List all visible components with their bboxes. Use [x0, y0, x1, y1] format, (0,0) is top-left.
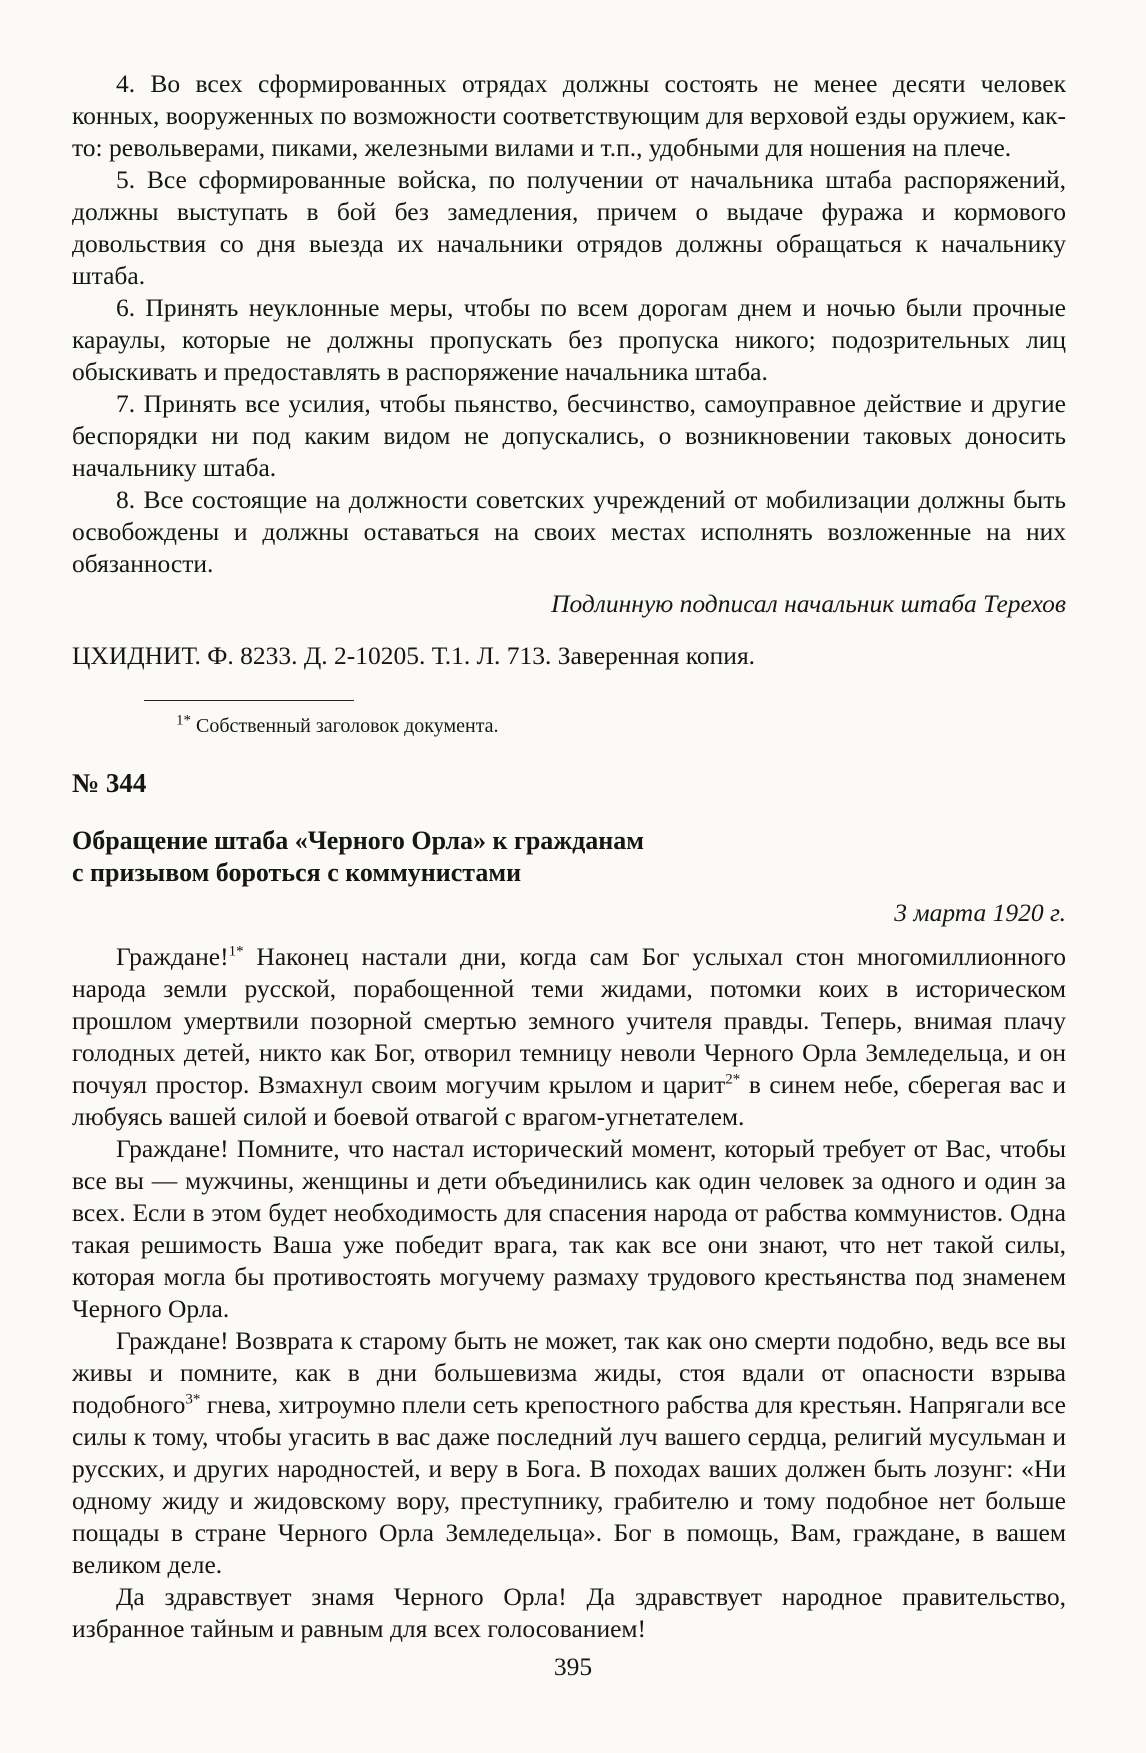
- order-item-7: 7. Принять все усилия, чтобы пьянство, бесчинство, самоуправное действие и другие беспорядки ни под каким видом не допускались, о возникновении таковых доносить начальнику штаба.: [72, 389, 1066, 482]
- footnote-divider: [144, 700, 354, 701]
- text-span: Наконец настали дни, когда сам Бог услыхал стон многомиллионного народа земли русской, порабощенной теми жидами, потомки коих в историческом прошлом умертвили позорной смертью земного учителя правды. Теперь, внимая плачу голодных детей, никто как Бог, отворил темницу неволи Черного Орла Земледельца, и он почуял простор. Взмахнул своим могучим крылом и царит: [72, 942, 1066, 1099]
- appeal-paragraph-2: Граждане! Помните, что настал исторический момент, который требует от Вас, чтобы все вы — мужчины, женщины и дети объединились как один человек за одного и один за всех. Если в этом будет необходимость для спасения народа от рабства коммунистов. Одна такая решимость Ваша уже победит врага, так как все они знают, что нет такой силы, которая могла бы противостоять могучему размаху трудового крестьянства под знаменем Черного Орла.: [72, 1134, 1066, 1323]
- text-span: Граждане! Возврата к старому быть не может, так как оно смерти подобно, ведь все вы живы и помните, как в дни большевизма жиды, стоя вдали от опасности взрыва подобного: [72, 1326, 1066, 1419]
- footnote-ref-1: 1*: [228, 943, 244, 960]
- footnote: [176, 713, 1066, 739]
- document-date: 3 марта 1920 г.: [894, 898, 1066, 927]
- text-span: гнева, хитроумно плели сеть крепостного рабства для крестьян. Напрягали все силы к тому, чтобы угасить в вас даже последний луч вашего сердца, религий мусульман и русских, и других народностей, и веру в Бога. В походах ваших должен быть лозунг: «Ни одному жиду и жидовскому вору, преступнику, грабителю и тому подобное нет больше пощады в стране Черного Орла Земледельца». Бог в помощь, Вам, граждане, в вашем великом деле.: [72, 1390, 1066, 1579]
- text-span: Граждане!: [116, 942, 229, 971]
- order-item-6: 6. Принять неуклонные меры, чтобы по всем дорогам днем и ночью были прочные караулы, которые не должны пропускать без пропуска никого; подозрительных лиц обыскивать и предоставлять в распоряжение начальника штаба.: [72, 293, 1066, 386]
- footnote-ref-3: 3*: [185, 1391, 201, 1408]
- footnote-ref-2: 2*: [725, 1071, 741, 1088]
- order-item-4: 4. Во всех сформированных отрядах должны состоять не менее десяти человек конных, вооруженных по возможности соответствующим для верховой езды оружием, как-то: револьверами, пиками, железными вилами и т.п., удобными для ношения на плече.: [72, 69, 1067, 162]
- document-title-line-1: Обращение штаба «Черного Орла» к гражданам: [72, 826, 644, 855]
- appeal-paragraph-3: [72, 1325, 1066, 1581]
- appeal-paragraph-4: Да здравствует знамя Черного Орла! Да здравствует народное правительство, избранное тайным и равным для всех голосованием!: [72, 1582, 1066, 1643]
- page-content: [72, 68, 1066, 1645]
- appeal-paragraph-1: [72, 941, 1066, 1133]
- document-number: № 344: [72, 768, 147, 798]
- footnote-marker: 1*: [176, 712, 191, 729]
- page-number: 395: [553, 1652, 593, 1681]
- text-span: в синем небе, сберегая вас и любуясь вашей силой и боевой отвагой с врагом-угнетателем.: [72, 1070, 1066, 1131]
- document-title: [72, 825, 1066, 889]
- footnote-text: Собственный заголовок документа.: [196, 715, 499, 737]
- document-title-line-2: с призывом бороться с коммунистами: [72, 858, 522, 887]
- archive-reference: ЦХИДНИТ. Ф. 8233. Д. 2-10205. Т.1. Л. 713. Заверенная копия.: [72, 641, 756, 670]
- order-item-5: 5. Все сформированные войска, по получении от начальника штаба распоряжений, должны выступать в бой без замедления, причем о выдаче фуража и кормового довольствия со дня выезда их начальники отрядов должны обращаться к начальнику штаба.: [72, 165, 1066, 290]
- signature: Подлинную подписал начальник штаба Терехов: [551, 589, 1066, 618]
- order-item-8: 8. Все состоящие на должности советских учреждений от мобилизации должны быть освобождены и должны оставаться на своих местах исполнять возложенные на них обязанности.: [72, 485, 1066, 578]
